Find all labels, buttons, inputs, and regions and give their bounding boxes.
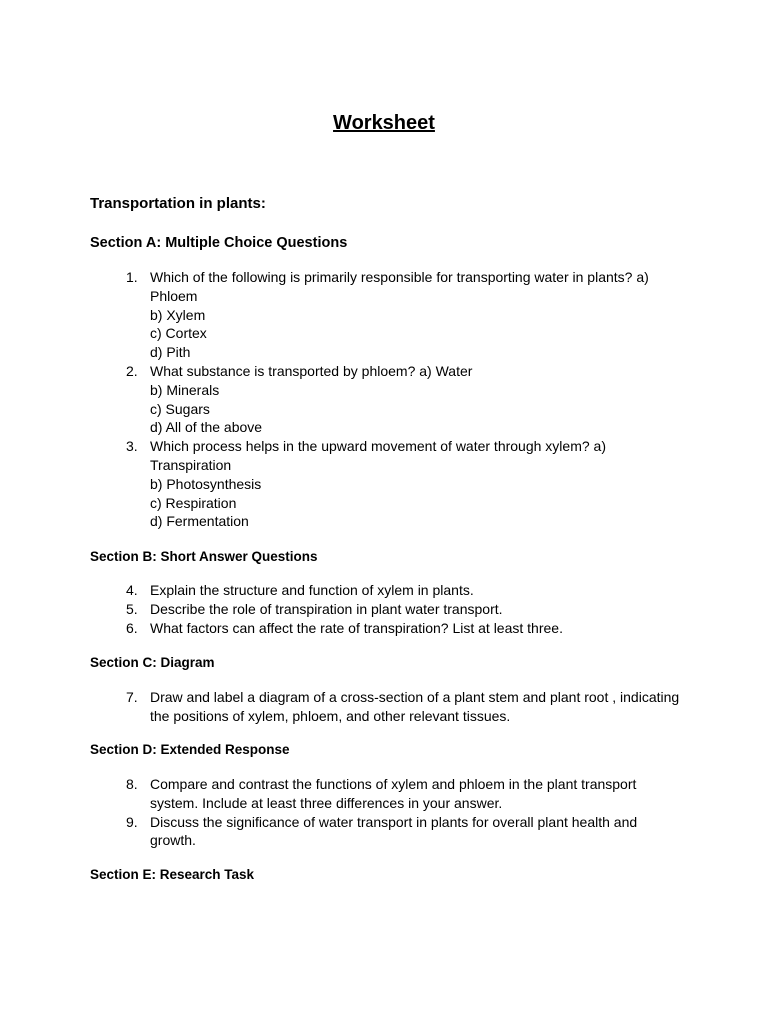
answer-option: d) All of the above	[150, 419, 263, 436]
question-line: Compare and contrast the functions of xylem and phloem in the plant transport	[150, 776, 637, 792]
question-item	[0, 268, 768, 362]
question-item	[0, 600, 768, 619]
question-number: 1.	[126, 269, 138, 285]
question-number: 2.	[126, 362, 138, 379]
question-text	[150, 688, 680, 726]
section-d-heading: Section D: Extended Response	[90, 742, 290, 757]
section-e-heading: Section E: Research Task	[90, 867, 255, 882]
question-line: the positions of xylem, phloem, and other relevant tissues.	[150, 707, 511, 724]
answer-option: d) Pith	[150, 344, 191, 361]
question-line: Which process helps in the upward movement of water through xylem? a)	[150, 438, 606, 455]
question-item	[0, 437, 768, 531]
question-text	[150, 775, 680, 813]
question-number: 7.	[126, 689, 138, 705]
answer-option: c) Cortex	[150, 325, 207, 342]
question-item	[0, 362, 768, 437]
question-number: 5.	[126, 600, 138, 617]
question-number: 6.	[126, 619, 138, 636]
question-number: 9.	[126, 813, 138, 830]
question-text	[150, 813, 680, 851]
question-number: 8.	[126, 776, 138, 792]
section-a-heading: Section A: Multiple Choice Questions	[90, 235, 348, 251]
answer-option: c) Respiration	[150, 494, 237, 511]
topic-heading: Transportation in plants:	[90, 195, 266, 212]
question-number: 3.	[126, 438, 138, 455]
question-line: Explain the structure and function of xylem in plants.	[150, 582, 474, 598]
question-line: system. Include at least three differences in your answer.	[150, 794, 503, 811]
question-line: growth.	[150, 832, 196, 849]
question-text	[150, 268, 680, 362]
question-line: Which of the following is primarily responsible for transporting water in plants? a)	[150, 269, 649, 285]
section-b-question-list	[0, 581, 768, 637]
answer-option: b) Xylem	[150, 306, 206, 323]
question-line: What substance is transported by phloem? a) Water	[150, 362, 473, 379]
question-item	[0, 775, 768, 813]
question-item	[0, 581, 768, 600]
question-line: Draw and label a diagram of a cross-section of a plant stem and plant root , indicating	[150, 689, 680, 705]
answer-option: b) Minerals	[150, 381, 220, 398]
question-line: Transpiration	[150, 456, 232, 473]
section-a-question-list	[0, 268, 768, 531]
question-item	[0, 688, 768, 726]
question-text	[150, 362, 680, 437]
answer-option: d) Fermentation	[150, 513, 249, 530]
question-text	[150, 581, 680, 600]
section-c-question-list	[0, 688, 768, 726]
question-item	[0, 619, 768, 638]
question-number: 4.	[126, 582, 138, 598]
answer-option: c) Sugars	[150, 400, 210, 417]
question-text	[150, 437, 680, 531]
question-text	[150, 619, 680, 638]
question-line: What factors can affect the rate of transpiration? List at least three.	[150, 619, 563, 636]
section-d-question-list	[0, 775, 768, 850]
question-item	[0, 813, 768, 851]
question-line: Phloem	[150, 287, 198, 304]
worksheet-title: Worksheet	[333, 112, 435, 134]
question-text	[150, 600, 680, 619]
answer-option: b) Photosynthesis	[150, 475, 262, 492]
section-c-heading: Section C: Diagram	[90, 655, 215, 670]
question-line: Discuss the significance of water transport in plants for overall plant health and	[150, 813, 638, 830]
question-line: Describe the role of transpiration in plant water transport.	[150, 600, 503, 617]
section-b-heading: Section B: Short Answer Questions	[90, 549, 318, 564]
